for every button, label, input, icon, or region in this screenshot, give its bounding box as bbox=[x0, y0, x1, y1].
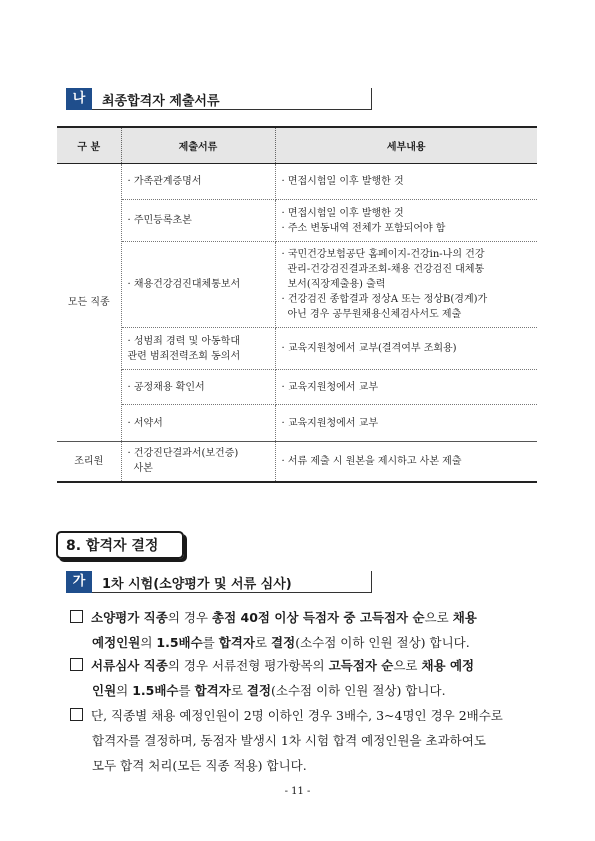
section-title-na: 최종합격자 제출서류 bbox=[102, 94, 220, 109]
text: 의 bbox=[116, 683, 133, 698]
paragraph-document-review bbox=[70, 653, 540, 703]
text: 으로 bbox=[393, 658, 422, 673]
detail-text: · 교육지원청에서 교부 bbox=[281, 381, 378, 393]
detail-text: · 교육지원청에서 교부 bbox=[281, 417, 378, 429]
detail-cell bbox=[275, 164, 537, 200]
table-row bbox=[57, 370, 537, 405]
table-row bbox=[57, 164, 537, 200]
detail-cell bbox=[275, 242, 537, 328]
paragraph-line bbox=[70, 605, 540, 630]
paragraph-line bbox=[70, 678, 540, 703]
bold-text: 소양평가 직종 bbox=[91, 610, 168, 625]
text: 으로 bbox=[424, 610, 453, 625]
section-label-na: 나 bbox=[66, 88, 92, 110]
section-header-ga bbox=[66, 571, 372, 593]
doc-text: · 건강진단결과서(보건증) bbox=[127, 448, 239, 460]
text: (소수점 이하 인원 절상) 합니다. bbox=[271, 683, 446, 698]
text: 로 bbox=[230, 683, 247, 698]
page-number: - 11 - bbox=[284, 786, 311, 797]
detail-text: · 면접시험일 이후 발행한 것 bbox=[281, 207, 404, 219]
bold-text: 1.5배수 bbox=[156, 635, 203, 650]
detail-cell bbox=[275, 200, 537, 242]
section-right-rule bbox=[371, 88, 372, 110]
detail-cell bbox=[275, 328, 537, 370]
paragraph-line: 모두 합격 처리(모든 직종 적용) 합니다. bbox=[92, 758, 307, 773]
doc-cell bbox=[121, 164, 275, 200]
doc-cell bbox=[121, 370, 275, 405]
text: 의 bbox=[140, 635, 157, 650]
detail-text: · 주소 변동내역 전체가 포함되어야 함 bbox=[281, 222, 446, 234]
section-header-na bbox=[66, 88, 372, 110]
bold-text: 합격자 bbox=[194, 683, 231, 698]
documents-table bbox=[57, 126, 537, 483]
detail-text: · 교육지원청에서 교부(결격여부 조회용) bbox=[281, 343, 457, 354]
bold-text: 1.5배수 bbox=[132, 683, 179, 698]
header-category: 구 분 bbox=[57, 127, 121, 164]
checkbox-square-icon bbox=[70, 610, 83, 623]
table-row bbox=[57, 242, 537, 328]
doc-text: · 서약서 bbox=[127, 417, 163, 429]
section-title-ga: 1차 시험(소양평가 및 서류 심사) bbox=[102, 577, 292, 592]
table-header-row bbox=[57, 127, 537, 164]
detail-text: 관리-건강검진결과조회-채용 건강검진 대체통 bbox=[287, 264, 485, 275]
detail-text: · 건강검진 종합결과 정상A 또는 정상B(경계)가 bbox=[281, 294, 488, 305]
checkbox-square-icon bbox=[70, 708, 83, 721]
table-row bbox=[57, 200, 537, 242]
detail-text: 아닌 경우 공무원채용신체검사서도 제출 bbox=[287, 309, 462, 320]
bold-text: 합격자 bbox=[218, 635, 255, 650]
section-8-heading: 8. 합격자 결정 bbox=[56, 531, 184, 559]
category-all-jobs: 모든 직종 bbox=[57, 164, 121, 442]
text: 의 경우 서류전형 평가항목의 bbox=[167, 658, 329, 673]
paragraph-line bbox=[70, 703, 540, 728]
checkbox-square-icon bbox=[70, 658, 83, 671]
table-row bbox=[57, 442, 537, 482]
doc-text: 관련 범죄전력조회 동의서 bbox=[127, 350, 241, 362]
doc-cell bbox=[121, 442, 275, 482]
detail-text: · 국민건강보험공단 홈페이지-건강in-나의 건강 bbox=[281, 249, 485, 260]
doc-text: · 가족관계증명서 bbox=[127, 176, 202, 187]
doc-text: 사본 bbox=[133, 463, 153, 475]
detail-text: 보서(직장제출용) 출력 bbox=[287, 279, 386, 290]
section-right-rule bbox=[371, 571, 372, 593]
doc-cell bbox=[121, 328, 275, 370]
bold-text: 총점 40점 이상 득점자 중 고득점자 순 bbox=[212, 610, 425, 625]
bold-text: 인원 bbox=[92, 683, 117, 698]
doc-text: · 성범죄 경력 및 아동학대 bbox=[127, 335, 240, 347]
detail-text: · 서류 제출 시 원본을 제시하고 사본 제출 bbox=[281, 455, 462, 467]
header-details: 세부내용 bbox=[275, 127, 537, 164]
paragraph-line: 합격자를 결정하며, 동점자 발생시 1차 시험 합격 예정인원을 초과하여도 bbox=[92, 733, 486, 748]
text: 의 경우 bbox=[167, 610, 212, 625]
doc-text: · 공정채용 확인서 bbox=[127, 381, 205, 393]
paragraph-exception bbox=[70, 703, 540, 778]
bold-text: 서류심사 직종 bbox=[91, 658, 168, 673]
doc-text: · 주민등록초본 bbox=[127, 215, 192, 226]
section-underline bbox=[92, 592, 372, 593]
text: (소수점 이하 인원 절상) 합니다. bbox=[295, 635, 470, 650]
table-row bbox=[57, 405, 537, 442]
bold-text: 채용 bbox=[452, 610, 477, 625]
paragraph-line bbox=[70, 653, 540, 678]
bold-text: 결정 bbox=[271, 635, 296, 650]
paragraph-aptitude bbox=[70, 605, 540, 655]
text: 를 bbox=[178, 683, 195, 698]
text: 단, 직종별 채용 예정인원이 2명 이하인 경우 3배수, 3~4명인 경우 2배수로 bbox=[91, 708, 503, 723]
bold-text: 채용 예정 bbox=[421, 658, 475, 673]
category-cook: 조리원 bbox=[57, 442, 121, 482]
section-underline bbox=[92, 109, 372, 110]
doc-cell bbox=[121, 242, 275, 328]
doc-text: · 채용건강검진대체통보서 bbox=[127, 279, 241, 290]
text: 로 bbox=[254, 635, 272, 650]
bold-text: 예정인원 bbox=[92, 635, 141, 650]
header-documents: 제출서류 bbox=[121, 127, 275, 164]
detail-cell bbox=[275, 370, 537, 405]
detail-cell bbox=[275, 442, 537, 482]
doc-cell bbox=[121, 405, 275, 442]
text: 를 bbox=[202, 635, 219, 650]
doc-cell bbox=[121, 200, 275, 242]
detail-cell bbox=[275, 405, 537, 442]
bold-text: 결정 bbox=[246, 683, 272, 698]
section-label-ga: 가 bbox=[66, 571, 92, 593]
detail-text: · 면접시험일 이후 발행한 것 bbox=[281, 176, 404, 187]
table-row bbox=[57, 328, 537, 370]
paragraph-line bbox=[70, 630, 540, 655]
bold-text: 고득점자 순 bbox=[328, 658, 394, 673]
